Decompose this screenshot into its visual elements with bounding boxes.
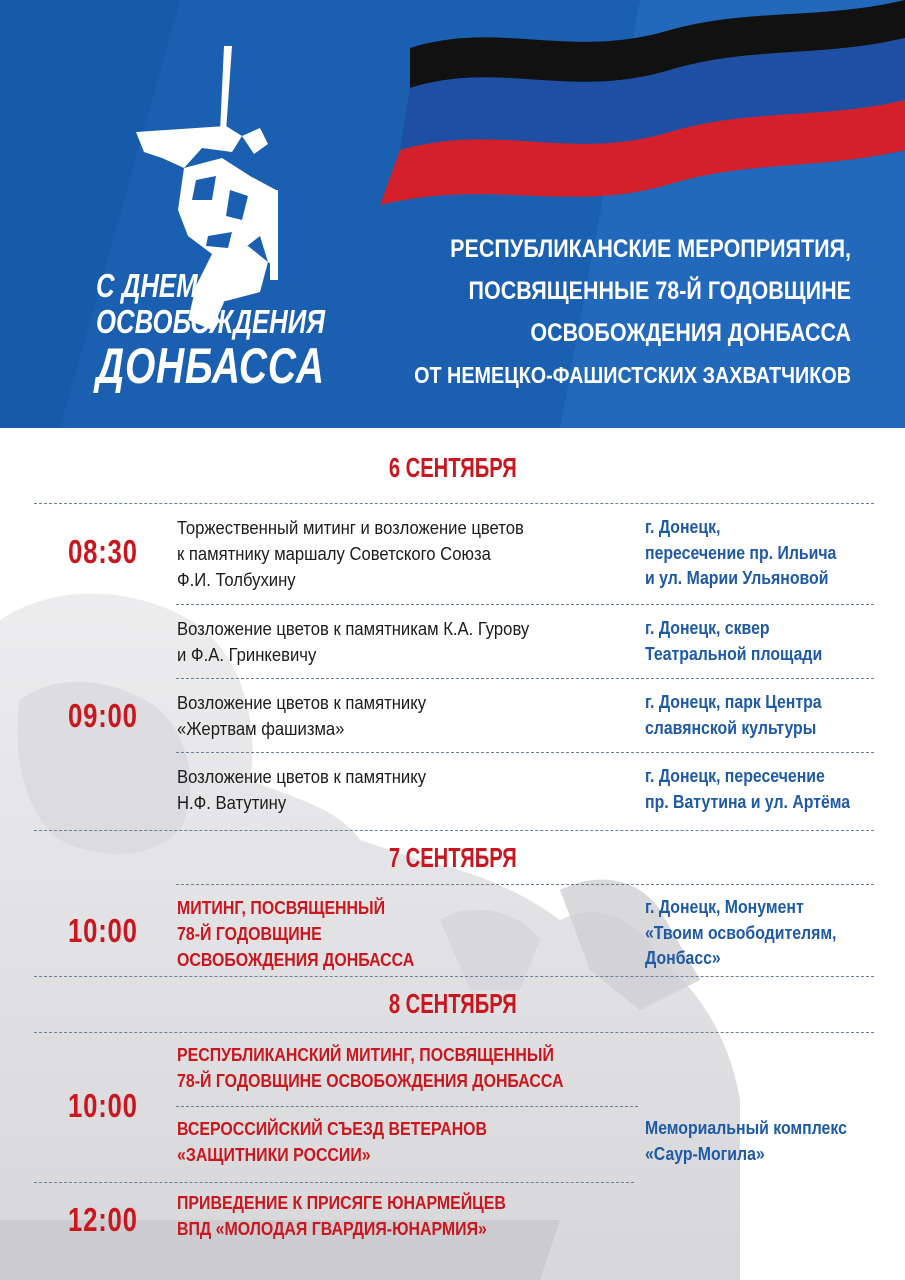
event-title: МИТИНГ, ПОСВЯЩЕННЫЙ 78-Й ГОДОВЩИНЕ ОСВОБОЖДЕНИЯ ДОНБАССА xyxy=(177,897,415,970)
day-heading-text: 6 СЕНТЯБРЯ xyxy=(388,452,517,483)
event-place: г. Донецк, пересечение пр. Ватутина и ул. Артёма xyxy=(645,766,851,812)
event-title: Возложение цветов к памятнику «Жертвам фашизма» xyxy=(177,692,427,739)
event-place: г. Донецк, пересечение пр. Ильича и ул. Марии Ульяновой xyxy=(645,517,837,588)
header-banner xyxy=(0,0,905,428)
separator xyxy=(176,1106,638,1107)
day-heading xyxy=(0,452,905,484)
separator xyxy=(176,884,874,885)
event-title: Возложение цветов к памятникам К.А. Гурову и Ф.А. Гринкевичу xyxy=(177,618,530,665)
header-title-line: ОСВОБОЖДЕНИЯ ДОНБАССА xyxy=(530,319,851,347)
separator xyxy=(34,1032,874,1033)
event-title: Возложение цветов к памятнику Н.Ф. Ватутину xyxy=(177,766,427,813)
event-time: 10:00 xyxy=(68,1087,138,1124)
day-heading xyxy=(0,842,905,874)
logo-line-2: ОСВОБОЖДЕНИЯ xyxy=(96,303,326,340)
event-title: ВСЕРОССИЙСКИЙ СЪЕЗД ВЕТЕРАНОВ «ЗАЩИТНИКИ РОССИИ» xyxy=(177,1118,488,1165)
event-place: г. Донецк, сквер Театральной площади xyxy=(645,618,823,664)
header-title-line: ПОСВЯЩЕННЫЕ 78-Й ГОДОВЩИНЕ xyxy=(468,277,851,305)
separator xyxy=(34,976,874,977)
event-title: РЕСПУБЛИКАНСКИЙ МИТИНГ, ПОСВЯЩЕННЫЙ 78-Й ГОДОВЩИНЕ ОСВОБОЖДЕНИЯ ДОНБАССА xyxy=(177,1044,564,1091)
header-title xyxy=(331,228,851,396)
separator xyxy=(176,678,874,679)
event-place: г. Донецк, парк Центра славянской культуры xyxy=(645,692,822,738)
logo-caption xyxy=(96,267,326,394)
event-place: г. Донецк, Монумент «Твоим освободителям, Донбасс» xyxy=(645,897,837,968)
day-heading-text: 8 СЕНТЯБРЯ xyxy=(388,988,517,1019)
event-place: Мемориальный комплекс «Саур-Могила» xyxy=(645,1118,847,1164)
logo-line-3: ДОНБАССА xyxy=(96,338,325,394)
event-title: ПРИВЕДЕНИЕ К ПРИСЯГЕ ЮНАРМЕЙЦЕВ ВПД «МОЛОДАЯ ГВАРДИЯ-ЮНАРМИЯ» xyxy=(177,1192,506,1239)
separator xyxy=(34,503,874,504)
separator xyxy=(176,752,874,753)
separator xyxy=(34,830,874,831)
separator xyxy=(34,1182,634,1183)
event-title: Торжественный митинг и возложение цветов к памятнику маршалу Советского Союза Ф.И. Толбухину xyxy=(177,517,524,590)
event-time: 08:30 xyxy=(68,533,138,570)
header-title-line: ОТ НЕМЕЦКО-ФАШИСТСКИХ ЗАХВАТЧИКОВ xyxy=(414,362,851,388)
dpr-flag-icon xyxy=(370,0,905,215)
header-title-line: РЕСПУБЛИКАНСКИЕ МЕРОПРИЯТИЯ, xyxy=(450,235,851,263)
day-heading-text: 7 СЕНТЯБРЯ xyxy=(388,842,517,873)
event-time: 09:00 xyxy=(68,697,138,734)
logo-line-1: С ДНЕМ xyxy=(96,267,198,304)
event-time: 10:00 xyxy=(68,912,138,949)
day-heading xyxy=(0,988,905,1020)
separator xyxy=(176,604,874,605)
event-time: 12:00 xyxy=(68,1201,138,1238)
